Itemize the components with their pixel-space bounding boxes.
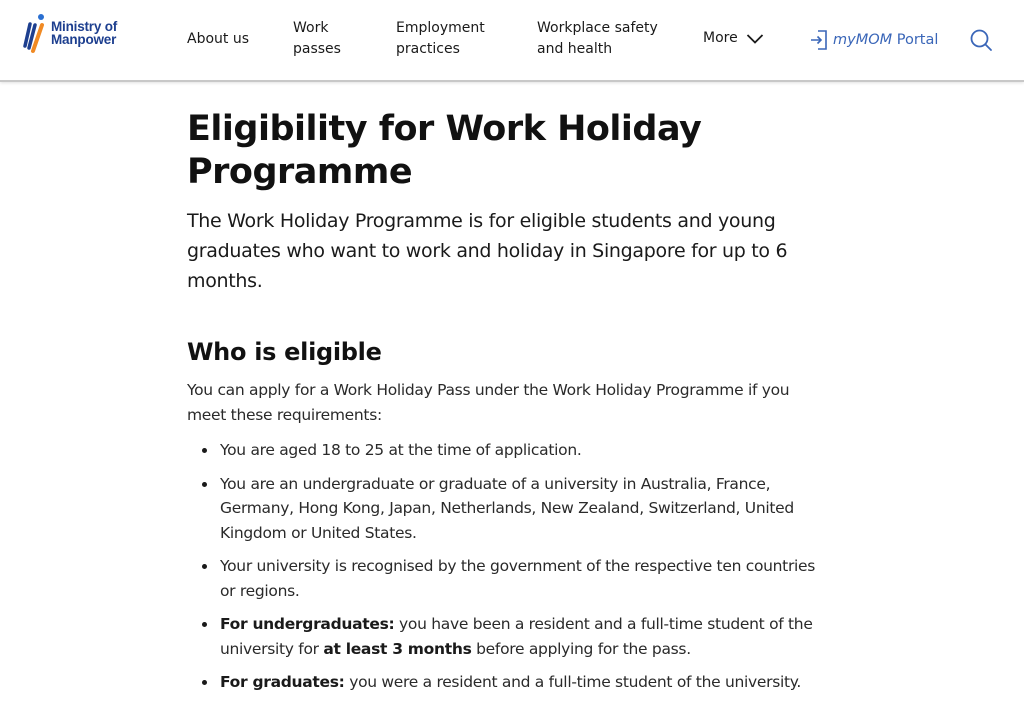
portal-label-rest: Portal	[892, 32, 939, 48]
site-header	[0, 0, 1024, 82]
requirement-text: you were a resident and a full-time student of the university.	[344, 673, 802, 691]
nav-workplace-safety[interactable]	[537, 18, 658, 60]
list-item	[220, 554, 830, 603]
nav-about-us-label: About us	[187, 31, 250, 47]
mymom-portal-link[interactable]	[809, 29, 938, 51]
page-title-line2: Programme	[187, 152, 413, 192]
list-item	[220, 438, 830, 463]
search-button[interactable]	[969, 28, 993, 56]
section-heading-who-is-eligible: Who is eligible	[187, 338, 382, 366]
lead-paragraph: The Work Holiday Programme is for eligible students and young graduates who want to work and holiday in Singapore for up to 6 months.	[187, 210, 788, 292]
nav-workplace-safety-line2: and health	[537, 41, 613, 57]
nav-work-passes-line2: passes	[293, 41, 341, 57]
search-icon	[969, 28, 993, 52]
chevron-down-icon	[746, 33, 764, 45]
requirement-text: you have been a resident and a full-time student of the university for	[220, 615, 818, 658]
logo-text	[51, 20, 117, 46]
nav-more[interactable]	[703, 28, 764, 49]
login-arrow-icon	[809, 29, 829, 51]
intro-paragraph: You can apply for a Work Holiday Pass under the Work Holiday Programme if you meet these requirements:	[187, 381, 790, 424]
logo-line-2: Manpower	[51, 32, 117, 47]
requirement-bold-duration: at least 3 months	[323, 639, 472, 658]
page-title-line1: Eligibility for Work Holiday	[187, 109, 702, 149]
logo-line-1: Ministry of	[51, 19, 118, 34]
nav-employment-practices-line2: practices	[396, 41, 460, 57]
requirement-text: Your university is recognised by the government of the respective ten countries or regions.	[220, 557, 816, 600]
nav-about-us[interactable]	[187, 29, 249, 50]
requirement-text: You are an undergraduate or graduate of a university in Australia, France, Germany, Hong Kong, Japan, Netherlands, New Zealand, Switzerland, United Kingdom or United States.	[220, 474, 794, 542]
nav-employment-practices-line1: Employment	[396, 20, 485, 36]
requirement-text: before applying for the pass.	[471, 639, 691, 658]
page-title	[187, 108, 837, 194]
requirements-list	[187, 438, 837, 695]
main-content	[187, 108, 837, 704]
mom-logo-icon	[22, 12, 48, 54]
nav-work-passes[interactable]	[293, 18, 341, 60]
nav-work-passes-line1: Work	[293, 20, 329, 36]
list-item	[220, 612, 830, 661]
requirement-bold-label: For graduates:	[220, 673, 345, 691]
nav-workplace-safety-line1: Workplace safety	[537, 20, 658, 36]
mom-logo[interactable]	[22, 12, 117, 54]
requirement-bold-label: For undergraduates:	[220, 615, 395, 633]
list-item	[220, 472, 830, 546]
nav-employment-practices[interactable]	[396, 18, 485, 60]
portal-label-italic: myMOM	[833, 32, 893, 48]
requirement-text: You are aged 18 to 25 at the time of application.	[220, 441, 582, 459]
list-item	[220, 670, 830, 695]
nav-more-label: More	[703, 30, 738, 46]
